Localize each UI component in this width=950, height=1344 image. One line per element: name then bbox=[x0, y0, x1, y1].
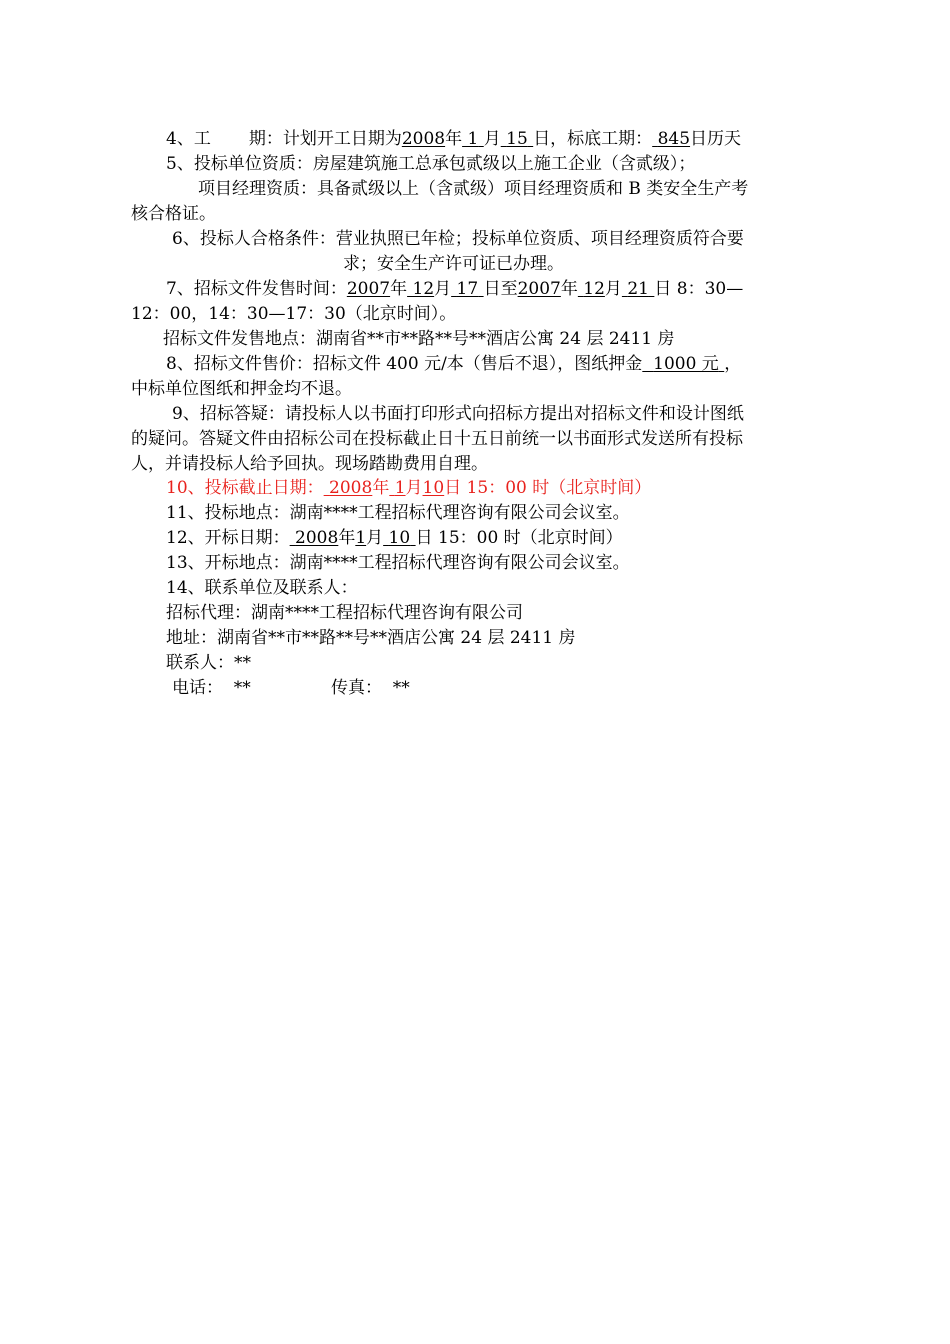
sale-start-month: 12 bbox=[412, 279, 435, 299]
deadline-time: 日 15：00 时（北京时间） bbox=[444, 478, 652, 498]
to-char: 日至 bbox=[483, 279, 518, 299]
item-11-location: 11、投标地点：湖南****工程招标代理咨询有限公司会议室。 bbox=[166, 503, 630, 523]
item-12-opening-date bbox=[166, 526, 623, 550]
item-4-schedule bbox=[166, 127, 741, 151]
comma: ， bbox=[724, 354, 742, 374]
item-8-price-cont: 中标单位图纸和押金均不退。 bbox=[131, 379, 352, 399]
item-12-label: 12、开标日期： bbox=[166, 528, 290, 548]
item-7-sale-location: 招标文件发售地点：湖南省**市**路**号**酒店公寓 24 层 2411 房 bbox=[163, 329, 675, 349]
sale-end-day: 21 bbox=[627, 279, 649, 299]
item-14-contacts: 14、联系单位及联系人： bbox=[166, 578, 358, 598]
item-13-opening-location: 13、开标地点：湖南****工程招标代理咨询有限公司会议室。 bbox=[166, 553, 630, 573]
phone-number: 电话： ** bbox=[172, 678, 251, 698]
item-5-pm-qualification: 项目经理资质：具备贰级以上（含贰级）项目经理资质和 B 类安全生产考 bbox=[198, 179, 749, 199]
item-9-qa-cont-2: 人，并请投标人给予回执。现场踏勘费用自理。 bbox=[131, 454, 488, 474]
fax-number: 传真： ** bbox=[331, 678, 410, 698]
item-10-label: 10、投标截止日期： bbox=[166, 478, 324, 498]
agent-name: 招标代理：湖南****工程招标代理咨询有限公司 bbox=[166, 603, 523, 623]
deadline-day: 10 bbox=[422, 478, 445, 498]
year-char: 年 bbox=[372, 478, 390, 498]
item-8-text: 8、招标文件售价：招标文件 400 元/本（售后不退），图纸押金 bbox=[166, 354, 643, 374]
item-6-eligibility-cont: 求；安全生产许可证已办理。 bbox=[343, 254, 564, 274]
item-6-eligibility: 6、投标人合格条件：营业执照已年检；投标单位资质、项目经理资质符合要 bbox=[172, 229, 744, 249]
item-7-label: 7、招标文件发售时间： bbox=[166, 279, 347, 299]
item-4-label: 4、工 bbox=[166, 129, 211, 149]
start-month: 1 bbox=[467, 129, 479, 149]
deadline-year: 2008 bbox=[329, 478, 373, 498]
days-unit: 日历天 bbox=[690, 129, 742, 149]
month-char: 月 bbox=[434, 279, 452, 299]
deposit-amount: 1000 元 bbox=[653, 354, 719, 374]
start-year: 2008 bbox=[401, 129, 446, 149]
month-char: 月 bbox=[405, 478, 423, 498]
start-day: 15 bbox=[506, 129, 528, 149]
contact-person: 联系人：** bbox=[166, 653, 251, 673]
opening-time: 日 15：00 时（北京时间） bbox=[415, 528, 623, 548]
item-8-price bbox=[166, 352, 741, 376]
item-7-sale-time bbox=[166, 277, 743, 301]
deadline-month: 1 bbox=[394, 478, 406, 498]
item-5-qualification: 5、投标单位资质：房屋建筑施工总承包贰级以上施工企业（含贰级）； bbox=[166, 154, 696, 174]
item-5-pm-qualification-cont: 核合格证。 bbox=[131, 204, 216, 224]
year-char: 年 bbox=[390, 279, 408, 299]
item-9-qa: 9、招标答疑：请投标人以书面打印形式向招标方提出对招标文件和设计图纸 bbox=[172, 404, 744, 424]
agent-address: 地址：湖南省**市**路**号**酒店公寓 24 层 2411 房 bbox=[166, 628, 576, 648]
item-4-duration-label: 日，标底工期： bbox=[533, 129, 653, 149]
duration-days: 845 bbox=[657, 129, 691, 149]
sale-start-time: 日 8：30— bbox=[654, 279, 744, 299]
month-char: 月 bbox=[483, 129, 501, 149]
sale-start-year: 2007 bbox=[346, 279, 391, 299]
item-7-sale-time-cont: 12：00，14：30—17：30（北京时间）。 bbox=[131, 304, 457, 324]
month-char: 月 bbox=[366, 528, 384, 548]
opening-year: 2008 bbox=[295, 528, 339, 548]
item-10-deadline bbox=[166, 476, 651, 500]
opening-month: 1 bbox=[355, 528, 367, 548]
month-char: 月 bbox=[604, 279, 622, 299]
year-char: 年 bbox=[445, 129, 463, 149]
sale-start-day: 17 bbox=[456, 279, 479, 299]
year-char: 年 bbox=[560, 279, 578, 299]
year-char: 年 bbox=[338, 528, 356, 548]
item-4-text: 期：计划开工日期为 bbox=[248, 129, 402, 149]
sale-end-year: 2007 bbox=[517, 279, 561, 299]
sale-end-month: 12 bbox=[583, 279, 605, 299]
opening-day: 10 bbox=[388, 528, 411, 548]
item-9-qa-cont-1: 的疑问。答疑文件由招标公司在投标截止日十五日前统一以书面形式发送所有投标 bbox=[131, 429, 743, 449]
